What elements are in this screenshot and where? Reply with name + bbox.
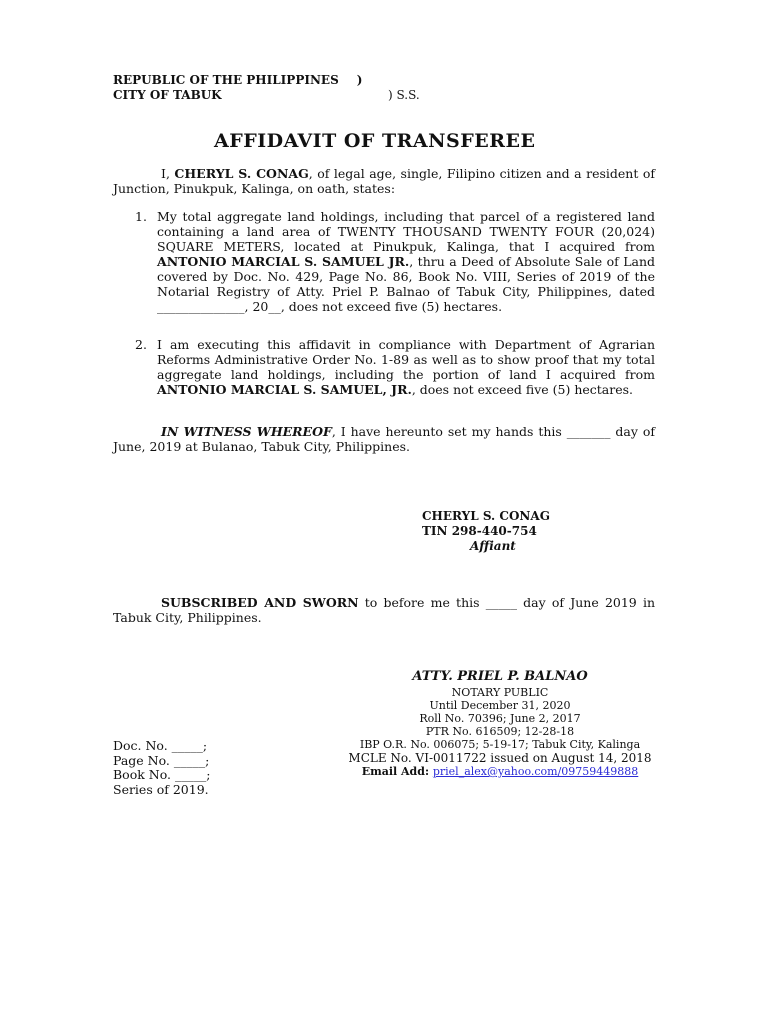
notary-until: Until December 31, 2020 bbox=[429, 699, 571, 712]
notary-mcle: MCLE No. VI-0011722 issued on August 14, 2018 bbox=[348, 751, 652, 765]
notary-email-link[interactable]: priel_alex@yahoo.com/09759449888 bbox=[432, 765, 639, 778]
witness-paragraph: IN WITNESS WHEREOF, I have hereunto set my hands this _______ day of June, 2019 at Bulanao, Tabuk City, Philippines. bbox=[113, 424, 655, 454]
affiant-name: CHERYL S. CONAG bbox=[422, 509, 550, 523]
notary-name: ATTY. PRIEL P. BALNAO bbox=[412, 669, 588, 684]
notary-email: Email Add: priel_alex@yahoo.com/09759449888 bbox=[361, 765, 639, 778]
notary-block bbox=[330, 669, 670, 778]
registry-doc: Doc. No. _____; bbox=[113, 738, 208, 753]
registry-block bbox=[113, 739, 210, 797]
list-item-text: My total aggregate land holdings, including that parcel of a registered land containing a land area of TWENTY THOUSAND TWENTY FOUR (20,024) SQUARE METERS, located at Pinukpuk, Kalinga, that I acquired from ANTONIO MARCIAL S. SAMUEL JR., thru a Deed of Absolute Sale of Land covered by Doc. No. 429, Page No. 86, Book No. VIII, Series of 2019 of the Notarial Registry of Atty. Priel P. Balnao of Tabuk City, Philippines, dated ______________, 20__, does not exceed five (5) hectares. bbox=[157, 209, 655, 314]
list-item bbox=[135, 209, 655, 314]
affiant-tin: TIN 298-440-754 bbox=[422, 524, 537, 538]
intro-paragraph: I, CHERYL S. CONAG, of legal age, single, Filipino citizen and a resident of Junction, Pinukpuk, Kalinga, on oath, states: bbox=[113, 166, 656, 196]
list-item-number: 2. bbox=[135, 337, 147, 352]
list-item bbox=[135, 337, 655, 397]
list-item-number: 1. bbox=[135, 209, 147, 224]
registry-book: Book No. _____; bbox=[113, 767, 211, 782]
header-ss: ) S.S. bbox=[388, 88, 420, 102]
notary-ibp: IBP O.R. No. 006075; 5-19-17; Tabuk City, Kalinga bbox=[359, 738, 641, 751]
notary-ptr: PTR No. 616509; 12-28-18 bbox=[425, 725, 575, 738]
header-city: CITY OF TABUK bbox=[113, 88, 222, 102]
notary-roll: Roll No. 70396; June 2, 2017 bbox=[419, 712, 581, 725]
registry-series: Series of 2019. bbox=[113, 781, 209, 797]
jurat-paragraph: SUBSCRIBED AND SWORN to before me this _____ day of June 2019 in Tabuk City, Philippines. bbox=[113, 595, 656, 625]
affiant-role: Affiant bbox=[470, 539, 516, 553]
registry-page: Page No. _____; bbox=[113, 752, 210, 768]
list-item-text: I am executing this affidavit in compliance with Department of Agrarian Reforms Administrative Order No. 1-89 as well as to show proof that my total aggregate land holdings, including the portion of land I acquired from ANTONIO MARCIAL S. SAMUEL, JR., does not exceed five (5) hectares. bbox=[157, 337, 655, 397]
document-title: AFFIDAVIT OF TRANSFEREE bbox=[214, 130, 536, 152]
header-republic: REPUBLIC OF THE PHILIPPINES ) bbox=[113, 73, 363, 87]
notary-title: NOTARY PUBLIC bbox=[451, 686, 549, 699]
